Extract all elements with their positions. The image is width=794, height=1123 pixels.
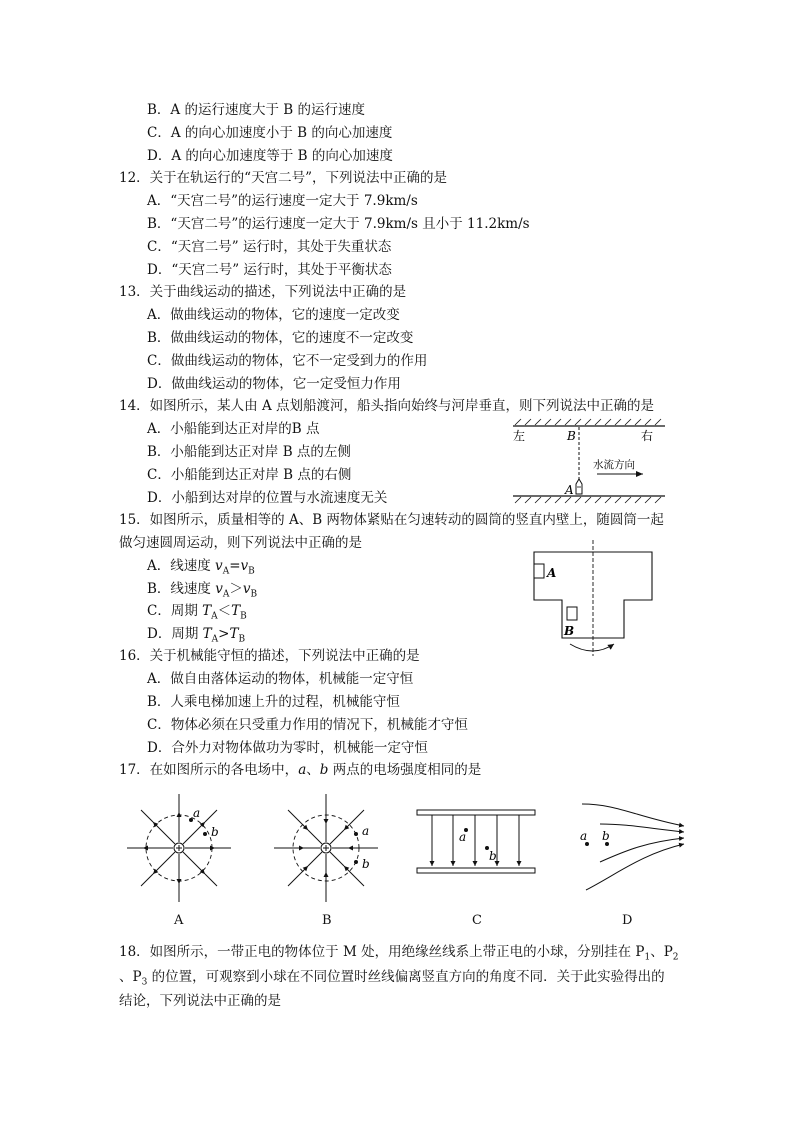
q12-option-c: C．“天宫二号” 运行时，其处于失重状态: [147, 239, 392, 255]
bottom-bank: [513, 496, 665, 503]
point-b-dot: [354, 860, 358, 864]
q15-option-b: B．线速度 $v_A>v_B$: [147, 581, 258, 600]
point-b-dot: [203, 832, 207, 836]
q17-stem: 17．在如图所示的各电场中，a、b 两点的电场强度相同的是: [119, 762, 482, 778]
field-lines: [582, 804, 684, 890]
rotation-arrow: [570, 644, 614, 651]
q15-option-d: D．周期 $T_A>T_B$: [147, 626, 246, 645]
block-b-label: B: [564, 624, 575, 638]
q13-option-c: C．做曲线运动的物体，它不一定受到力的作用: [147, 353, 428, 369]
q15-stem-line1: 15．如图所示，质量相等的 A、B 两物体紧贴在匀速转动的圆筒的竖直内壁上，随圆筒一起: [119, 512, 664, 528]
block-a: [534, 564, 544, 578]
point-b-label: b: [362, 857, 370, 871]
point-a-label: a: [580, 829, 588, 843]
q14-option-b: B．小船能到达正对岸 B 点的左侧: [147, 444, 351, 460]
point-a-label: a: [193, 806, 201, 820]
field-figure-a: [125, 790, 235, 905]
point-b-label: b: [489, 849, 497, 863]
bottom-plate: [417, 868, 535, 873]
point-a-label: a: [362, 824, 370, 838]
q13-stem: 13．关于曲线运动的描述，下列说法中正确的是: [119, 284, 407, 300]
q12-option-b: B．“天宫二号”的运行速度一定大于 7.9km/s 且小于 11.2km/s: [147, 216, 530, 232]
right-label: 右: [641, 429, 654, 443]
top-plate: [417, 810, 535, 815]
q15-option-c: C．周期 $T_A<T_B$: [147, 603, 247, 622]
block-a-label: A: [547, 566, 557, 580]
q15-stem-line2: 做匀速圆周运动，则下列说法中正确的是: [119, 535, 362, 551]
point-b-label: B: [567, 429, 576, 443]
field-figure-c: [415, 808, 540, 878]
q11-option-d: D．A 的向心加速度等于 B 的向心加速度: [147, 148, 393, 164]
field-figure-a-caption: A: [174, 913, 184, 928]
rotating-cylinder-figure: [528, 538, 663, 664]
field-lines: [432, 815, 519, 866]
field-figure-c-caption: C: [472, 913, 482, 928]
point-b-label: b: [602, 829, 610, 843]
q16-option-b: B．人乘电梯加速上升的过程，机械能守恒: [147, 694, 400, 710]
q16-stem: 16．关于机械能守恒的描述，下列说法中正确的是: [119, 648, 420, 664]
left-label: 左: [513, 429, 526, 443]
q18-line3: 结论，下列说法中正确的是: [119, 993, 281, 1009]
q14-option-c: C．小船能到达正对岸 B 点的右侧: [147, 467, 352, 483]
q13-option-d: D．做曲线运动的物体，它一定受恒力作用: [147, 376, 401, 392]
q14-option-a: A．小船能到达正对岸的B 点: [147, 421, 320, 437]
flow-direction-label: 水流方向: [593, 459, 635, 471]
q18-line1: 18．如图所示，一带正电的物体位于 M 处，用绝缘丝线系上带正电的小球，分别挂在 $P_1$、$P_2$: [119, 944, 679, 963]
field-figure-d-caption: D: [622, 913, 633, 928]
field-figure-d: [572, 792, 692, 902]
q15-option-a: A．线速度 $v_A=v_B$: [147, 558, 255, 577]
point-a-dot: [354, 832, 358, 836]
point-b-label: b: [211, 825, 219, 839]
q12-stem: 12．关于在轨运行的“天宫二号”，下列说法中正确的是: [119, 170, 447, 186]
block-b: [567, 607, 577, 620]
q18-line2: 、$P_3$ 的位置，可观察到小球在不同位置时丝线偏离竖直方向的角度不同．关于此实验得出的: [119, 969, 665, 988]
q13-option-a: A．做曲线运动的物体，它的速度一定改变: [147, 307, 400, 323]
q16-option-c: C．物体必须在只受重力作用的情况下，机械能才守恒: [147, 717, 468, 733]
q14-stem: 14．如图所示，某人由 A 点划船渡河，船头指向始终与河岸垂直，则下列说法中正确的是: [119, 398, 655, 414]
top-bank: [513, 419, 665, 426]
field-figure-b: [272, 790, 382, 905]
q11-option-c: C．A 的向心加速度小于 B 的向心加速度: [147, 125, 393, 141]
field-figure-b-caption: B: [322, 913, 332, 928]
q11-option-b: B．A 的运行速度大于 B 的运行速度: [147, 102, 365, 118]
q13-option-b: B．做曲线运动的物体，它的速度不一定改变: [147, 330, 414, 346]
q16-option-d: D．合外力对物体做功为零时，机械能一定守恒: [147, 740, 428, 756]
q12-option-a: A．“天宫二号”的运行速度一定大于 7.9km/s: [147, 193, 418, 209]
q14-option-d: D．小船到达对岸的位置与水流速度无关: [147, 490, 388, 506]
boat: [576, 479, 582, 494]
river-crossing-figure: [505, 418, 675, 510]
q16-option-a: A．做自由落体运动的物体，机械能一定守恒: [147, 671, 414, 687]
point-a-label: A: [565, 483, 574, 497]
point-a-label: a: [459, 830, 467, 844]
q12-option-d: D．“天宫二号” 运行时，其处于平衡状态: [147, 262, 392, 278]
